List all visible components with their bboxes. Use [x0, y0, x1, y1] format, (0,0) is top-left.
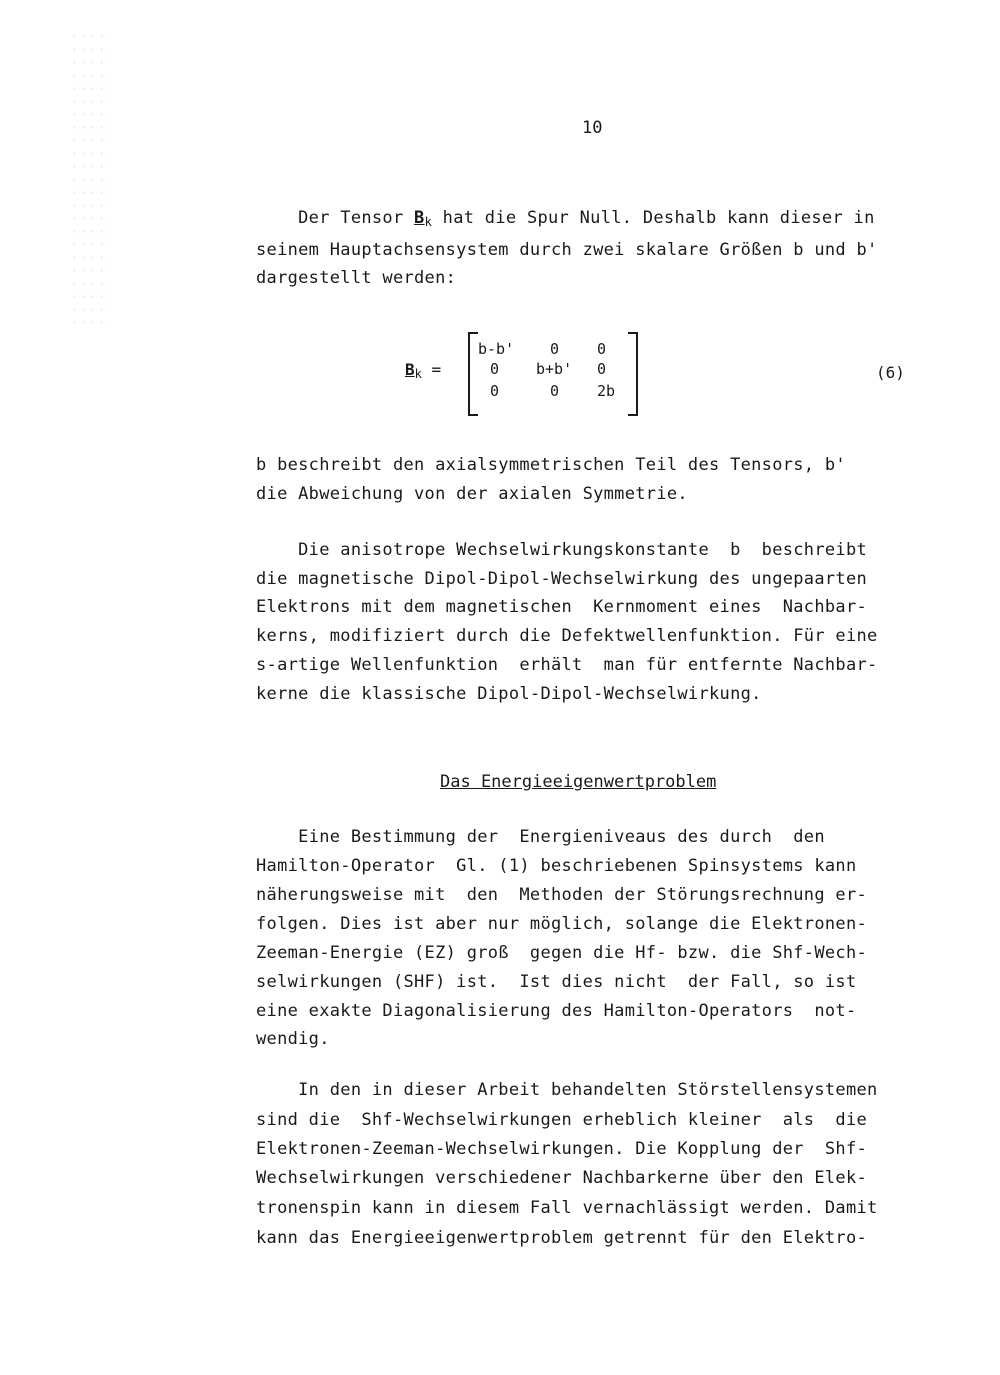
paragraph-line: seinem Hauptachsensystem durch zwei skalare Größen b und b' [256, 240, 878, 260]
tensor-matrix [468, 332, 638, 414]
equation-number: (6) [876, 363, 905, 382]
equation-equals: = [431, 360, 442, 379]
paragraph-line: dargestellt werden: [256, 268, 457, 288]
equation-lhs-subscript: k [414, 367, 422, 381]
paragraph-line: die Abweichung von der axialen Symmetrie. [256, 484, 688, 504]
paragraph-line: tronenspin kann in diesem Fall vernachlässigt werden. Damit [256, 1198, 878, 1218]
paragraph-line: kerns, modifiziert durch die Defektwellenfunktion. Für eine [256, 626, 878, 646]
paragraph-line: Elektronen-Zeeman-Wechselwirkungen. Die Kopplung der Shf- [256, 1139, 868, 1159]
matrix-cell: 2b [597, 382, 616, 400]
paragraph-line: sind die Shf-Wechselwirkungen erheblich kleiner als die [256, 1110, 868, 1130]
paragraph-line: wendig. [256, 1029, 330, 1049]
section-heading: Das Energieeigenwertproblem [440, 772, 717, 792]
page-number: 10 [582, 118, 603, 138]
matrix-cell: b-b' [478, 340, 515, 358]
matrix-left-bracket [468, 332, 478, 416]
matrix-cell: b+b' [536, 360, 573, 378]
tensor-symbol: B [414, 208, 425, 228]
paragraph-line: Die anisotrope Wechselwirkungskonstante b beschreibt [256, 540, 868, 560]
tensor-subscript: k [424, 215, 433, 229]
matrix-cell: 0 [597, 360, 607, 378]
paragraph-line: In den in dieser Arbeit behandelten Störstellensystemen [256, 1080, 878, 1100]
equation-lhs [405, 360, 441, 381]
paragraph-line [256, 208, 875, 229]
matrix-cell: 0 [490, 360, 500, 378]
matrix-cell: 0 [550, 382, 560, 400]
matrix-cell: 0 [490, 382, 500, 400]
paragraph-line: Elektrons mit dem magnetischen Kernmoment eines Nachbar- [256, 597, 868, 617]
paragraph1-line1-end: hat die Spur Null. Deshalb kann dieser in [442, 208, 875, 228]
paragraph-line: näherungsweise mit den Methoden der Störungsrechnung er- [256, 885, 868, 905]
paragraph-line: kerne die klassische Dipol-Dipol-Wechselwirkung. [256, 684, 762, 704]
paragraph-line: s-artige Wellenfunktion erhält man für entfernte Nachbar- [256, 655, 878, 675]
equation-lhs-symbol: B [405, 360, 415, 379]
paragraph-line: Eine Bestimmung der Energieniveaus des durch den [256, 827, 825, 847]
paragraph1-line1-start: Der Tensor [256, 208, 404, 228]
paragraph-line: b beschreibt den axialsymmetrischen Teil des Tensors, b' [256, 455, 846, 475]
matrix-cell: 0 [597, 340, 607, 358]
paragraph-line: kann das Energieeigenwertproblem getrennt für den Elektro- [256, 1228, 868, 1248]
scan-noise [70, 30, 110, 330]
paragraph-line: selwirkungen (SHF) ist. Ist dies nicht der Fall, so ist [256, 972, 857, 992]
matrix-right-bracket [628, 332, 638, 416]
paragraph-line: folgen. Dies ist aber nur möglich, solange die Elektronen- [256, 914, 868, 934]
matrix-cell: 0 [550, 340, 560, 358]
paragraph-line: Hamilton-Operator Gl. (1) beschriebenen Spinsystems kann [256, 856, 857, 876]
paragraph-line: Wechselwirkungen verschiedener Nachbarkerne über den Elek- [256, 1168, 868, 1188]
paragraph-line: die magnetische Dipol-Dipol-Wechselwirkung des ungepaarten [256, 569, 868, 589]
paragraph-line: eine exakte Diagonalisierung des Hamilton-Operators not- [256, 1001, 857, 1021]
paragraph-line: Zeeman-Energie (EZ) groß gegen die Hf- bzw. die Shf-Wech- [256, 943, 868, 963]
